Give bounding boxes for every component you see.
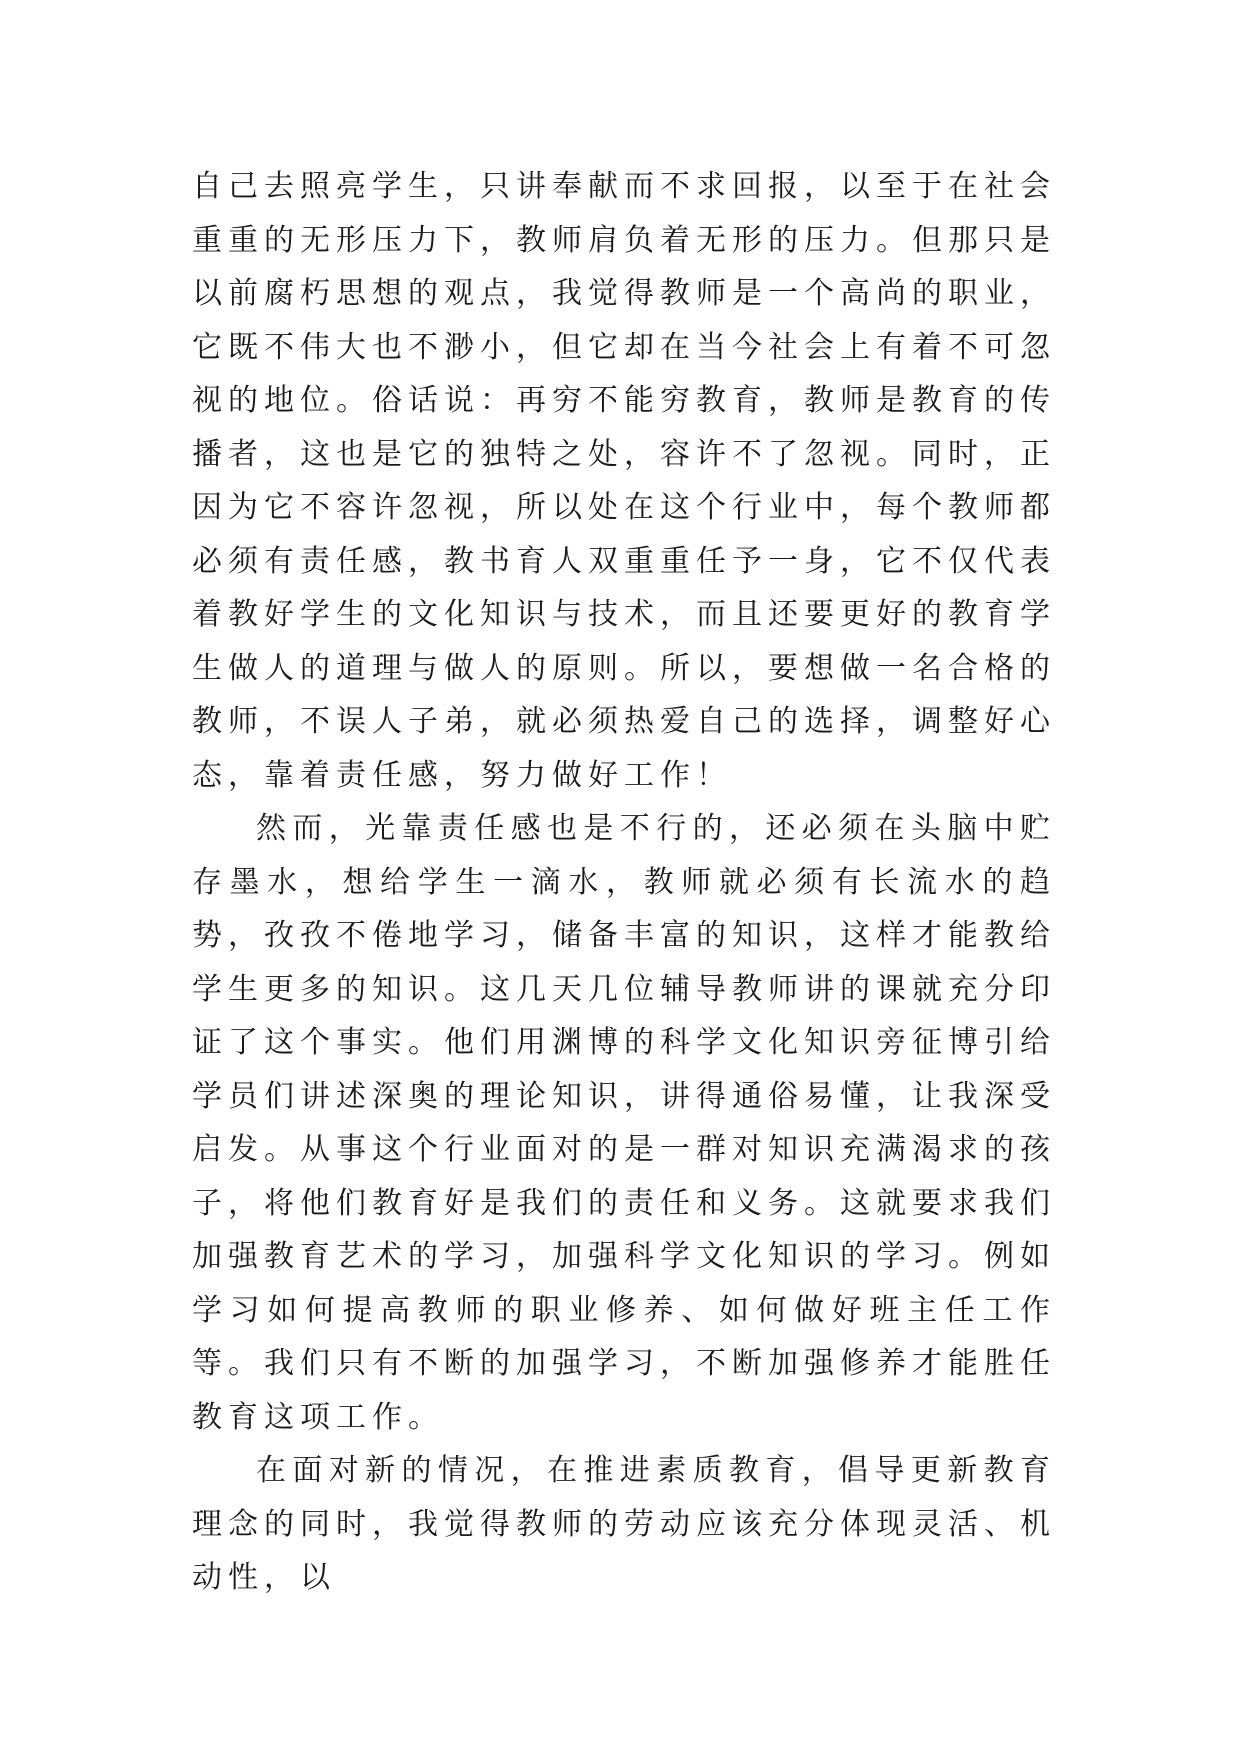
paragraph-1: 自己去照亮学生，只讲奉献而不求回报，以至于在社会重重的无形压力下，教师肩负着无形的压力。但那只是以前腐朽思想的观点，我觉得教师是一个高尚的职业，它既不伟大也不渺小，但它却在当今社会上有着不可忽视的地位。俗话说：再穷不能穷教育，教师是教育的传播者，这也是它的独特之处，容许不了忽视。同时，正因为它不容许忽视，所以处在这个行业中，每个教师都必须有责任感，教书育人双重重任予一身，它不仅代表着教好学生的文化知识与技术，而且还要更好的教育学生做人的道理与做人的原则。所以，要想做一名合格的教师，不误人子弟，就必须热爱自己的选择，调整好心态，靠着责任感，努力做好工作！ — [192, 169, 1056, 793]
paragraph-3: 在面对新的情况，在推进素质教育，倡导更新教育理念的同时，我觉得教师的劳动应该充分体现灵活、机动性，以 — [192, 1453, 1056, 1595]
document-body — [192, 160, 1056, 1605]
paragraph-2: 然而，光靠责任感也是不行的，还必须在头脑中贮存墨水，想给学生一滴水，教师就必须有长流水的趋势，孜孜不倦地学习，储备丰富的知识，这样才能教给学生更多的知识。这几天几位辅导教师讲的课就充分印证了这个事实。他们用渊博的科学文化知识旁征博引给学员们讲述深奥的理论知识，讲得通俗易懂，让我深受启发。从事这个行业面对的是一群对知识充满渴求的孩子，将他们教育好是我们的责任和义务。这就要求我们加强教育艺术的学习，加强科学文化知识的学习。例如学习如何提高教师的职业修养、如何做好班主任工作等。我们只有不断的加强学习，不断加强修养才能胜任教育这项工作。 — [192, 811, 1056, 1435]
